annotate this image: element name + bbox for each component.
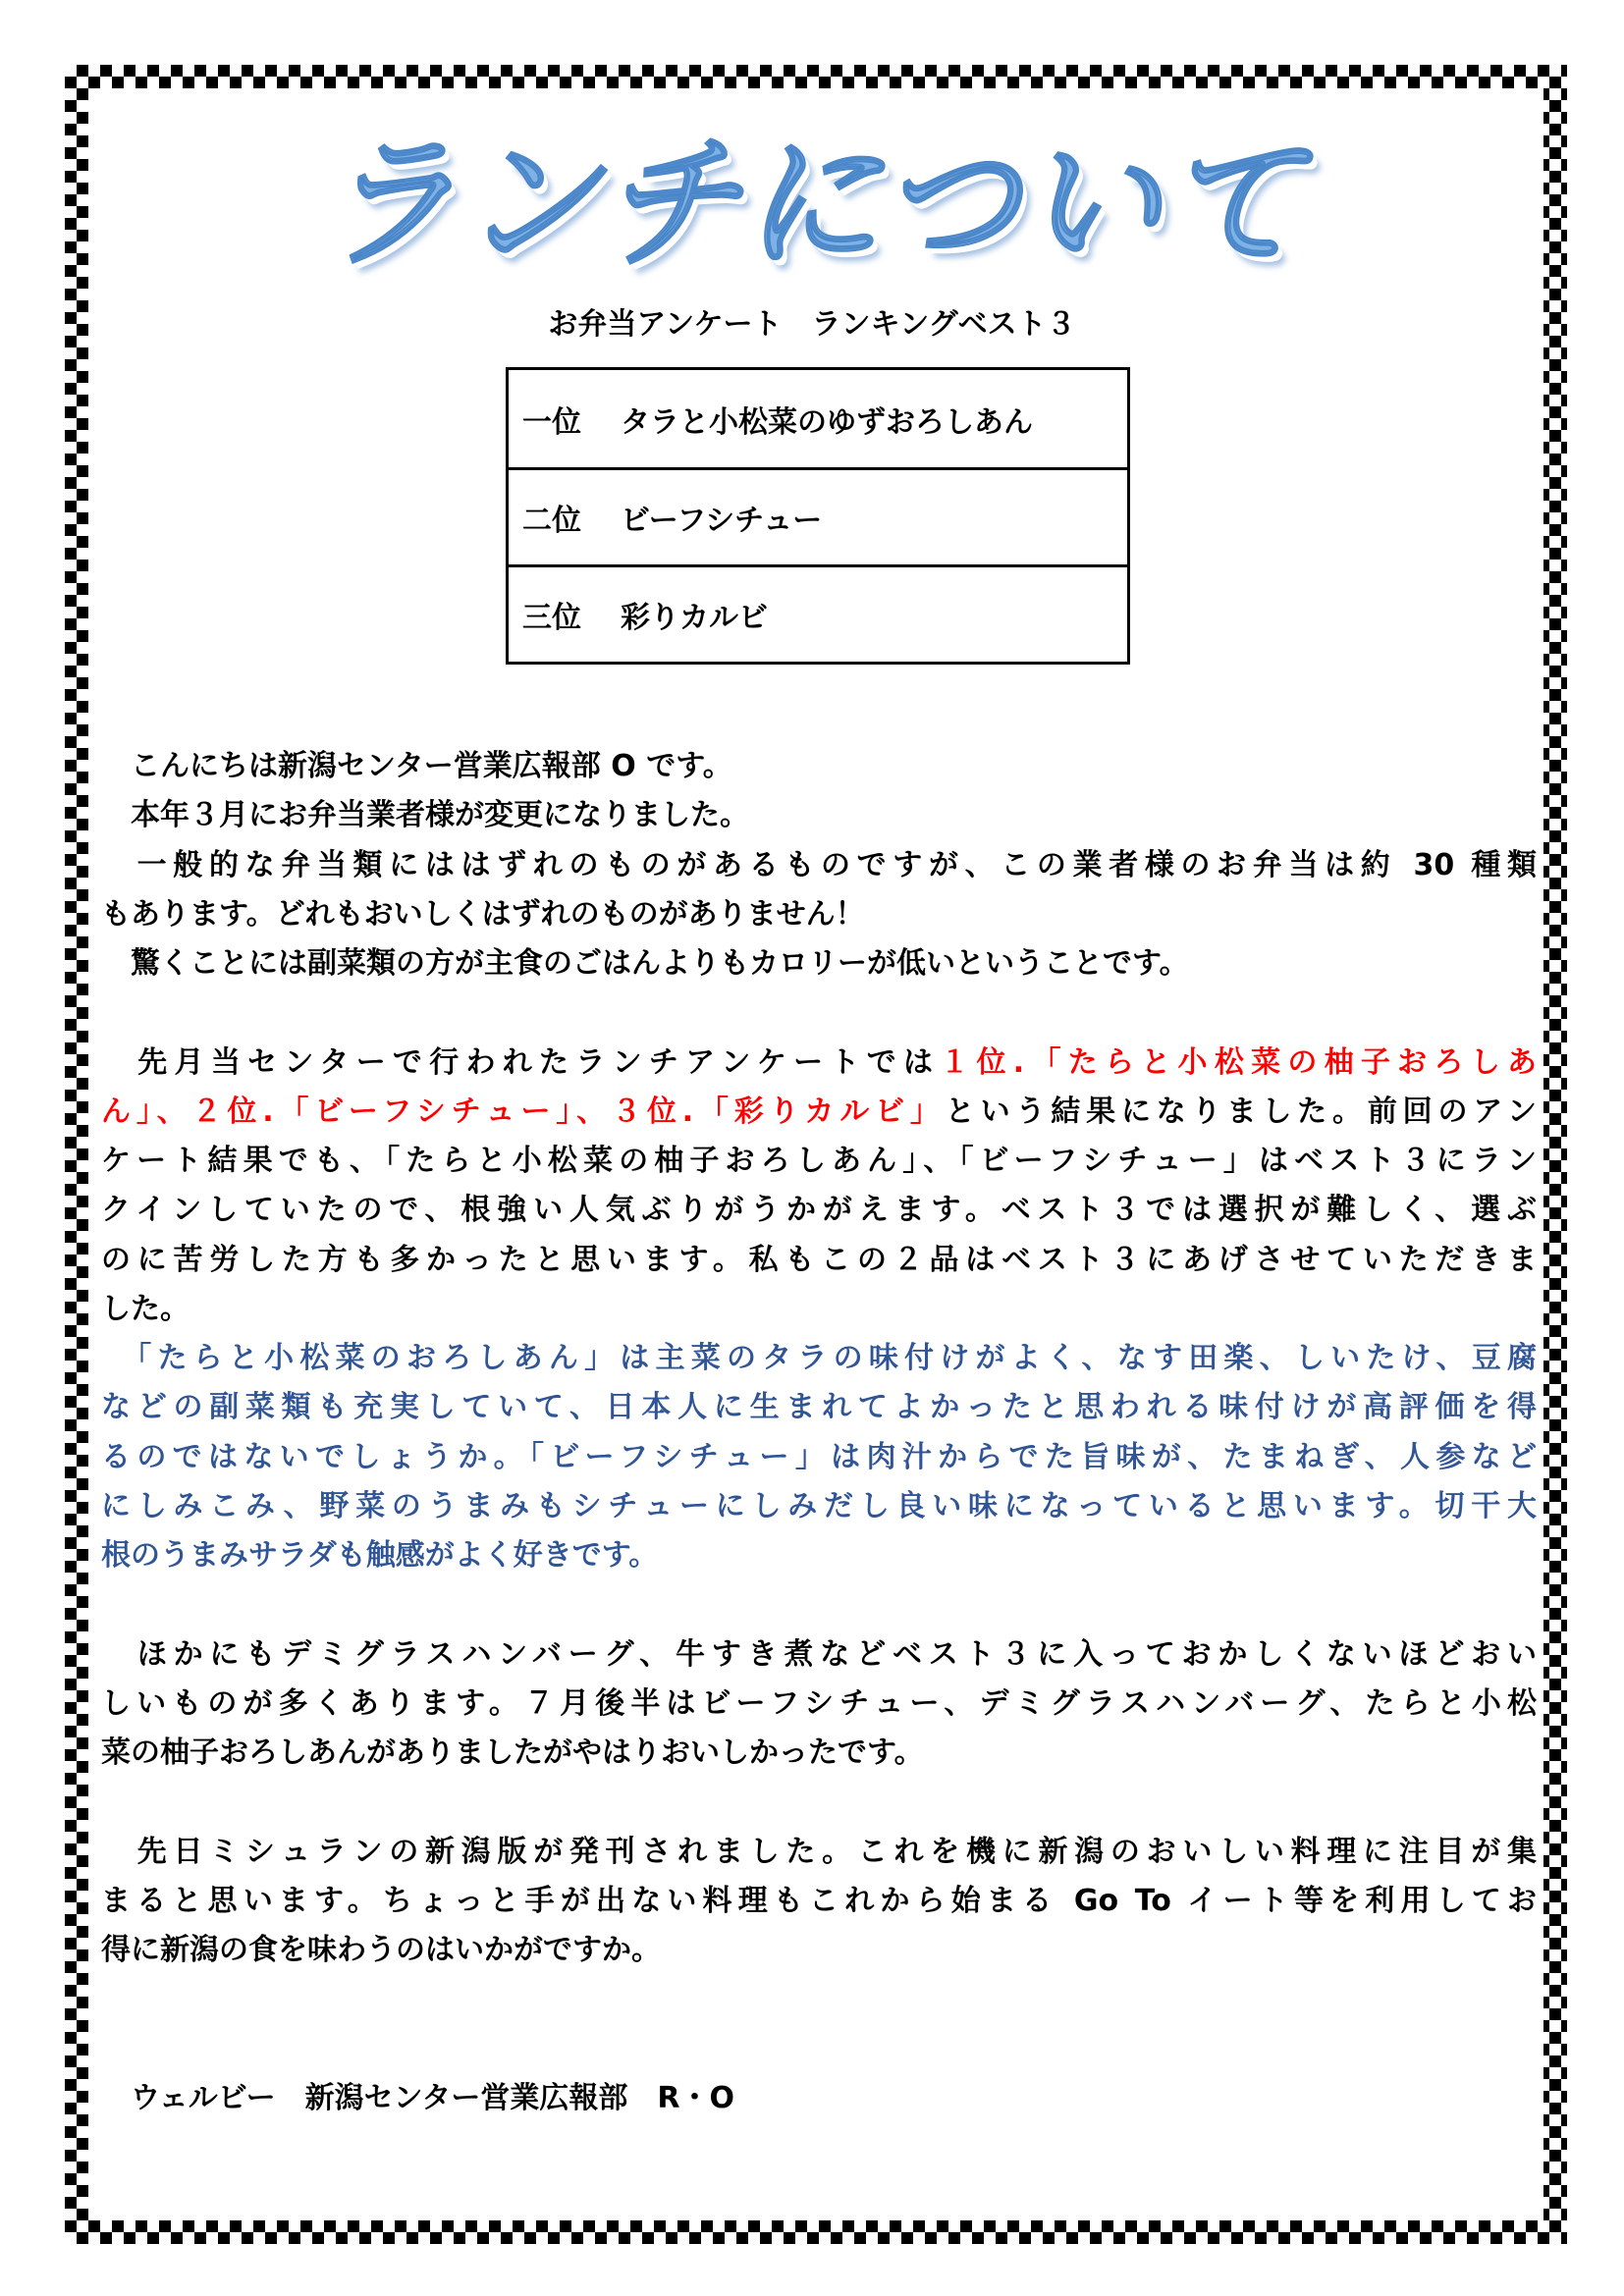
rank-position: 二位	[522, 504, 581, 538]
text-segment: 菜の柚子おろしあんがありましたがやはりおいしかったです。	[101, 1735, 924, 1770]
text-segment: のに苦労した方も多かったと思います。私もこの２品はベスト３にあげさせていただきま	[101, 1242, 1537, 1277]
blank-line	[101, 1975, 1537, 2024]
text-segment: 先月当センターで行われたランチアンケートでは	[101, 1044, 941, 1080]
text-line	[101, 1926, 1537, 1975]
text-segment: 先日ミシュランの新潟版が発刊されました。これを機に新潟のおいしい料理に注目が集	[101, 1834, 1537, 1869]
ranking-subtitle: お弁当アンケート ランキングベスト３	[548, 307, 1076, 342]
text-segment: ん」、２位.「ビーフシチュー」、３位.「彩りカルビ」	[101, 1094, 946, 1129]
text-line	[101, 1186, 1537, 1235]
text-segment: るのではないでしょうか。「ビーフシチュー」は肉汁からでた旨味が、たまねぎ、人参など	[101, 1439, 1537, 1474]
page-title-wordart: ランチについて	[318, 120, 1306, 289]
text-line	[101, 1039, 1537, 1088]
text-line	[101, 1482, 1537, 1531]
blank-line	[101, 1580, 1537, 1629]
text-line	[101, 939, 1537, 988]
ranking-row	[509, 564, 1127, 662]
rank-item: 彩りカルビ	[621, 601, 768, 635]
text-line	[101, 1433, 1537, 1482]
text-line	[101, 1877, 1537, 1926]
text-segment: 驚くことには副菜類の方が主食のごはんよりもカロリーが低いということです。	[101, 946, 1189, 981]
text-line	[101, 1334, 1537, 1383]
text-line	[101, 1680, 1537, 1729]
text-line	[101, 791, 1537, 840]
text-segment: 本年３月にお弁当業者様が変更になりました。	[101, 798, 749, 833]
text-line	[101, 1088, 1537, 1137]
text-line	[101, 1531, 1537, 1580]
text-line	[101, 1630, 1537, 1680]
text-segment: などの副菜類も充実していて、日本人に生まれてよかったと思われる味付けが高評価を得	[101, 1390, 1537, 1425]
rank-position: 三位	[522, 601, 581, 635]
text-segment: 得に新潟の食を味わうのはいかがですか。	[101, 1933, 661, 1967]
text-segment: 「たらと小松菜のおろしあん」は主菜のタラの味付けがよく、なす田楽、しいたけ、豆腐	[101, 1341, 1537, 1375]
text-line	[101, 1236, 1537, 1285]
text-segment: にしみこみ、野菜のうまみもシチューにしみだし良い味になっていると思います。切干大	[101, 1488, 1537, 1523]
text-line	[101, 1137, 1537, 1186]
text-line	[101, 2074, 1537, 2123]
text-segment: ほかにもデミグラスハンバーグ、牛すき煮などベスト３に入っておかしくないほどおい	[101, 1636, 1537, 1672]
text-segment: 根のうまみサラダも触感がよく好きです。	[101, 1538, 659, 1573]
blank-line	[101, 1778, 1537, 1827]
text-segment: しいものが多くあります。７月後半はビーフシチュー、デミグラスハンバーグ、たらと小松	[101, 1685, 1537, 1721]
text-segment: こんにちは新潟センター営業広報部 O です。	[101, 749, 732, 783]
text-segment: という結果になりました。前回のアン	[945, 1094, 1537, 1129]
text-segment: ケート結果でも、「たらと小松菜の柚子おろしあん」、「ビーフシチュー」はベスト３にラン	[101, 1144, 1537, 1178]
text-line	[101, 1729, 1537, 1778]
text-segment: 一般的な弁当類にははずれのものがあるものですが、この業者様のお弁当は約 30 種類	[101, 847, 1537, 882]
blank-line	[101, 988, 1537, 1038]
text-line	[101, 890, 1537, 939]
text-line	[101, 1383, 1537, 1432]
ranking-table	[506, 367, 1130, 665]
text-segment: まると思います。ちょっと手が出ない料理もこれから始まる Go To イート等を利用してお	[101, 1883, 1537, 1918]
text-line	[101, 742, 1537, 791]
text-line	[101, 1828, 1537, 1877]
text-segment: ウェルビー 新潟センター営業広報部 R・O	[101, 2080, 735, 2115]
text-line	[101, 1285, 1537, 1334]
text-segment: クインしていたので、根強い人気ぶりがうかがえます。ベスト３では選択が難しく、選ぶ	[101, 1193, 1537, 1228]
text-segment: した。	[101, 1291, 189, 1326]
text-line	[101, 841, 1537, 890]
ranking-row	[509, 467, 1127, 564]
blank-line	[101, 2025, 1537, 2074]
ranking-row	[509, 370, 1127, 467]
rank-item: タラと小松菜のゆずおろしあん	[621, 404, 1033, 440]
text-segment: もあります。どれもおいしくはずれのものがありません！	[101, 896, 865, 932]
rank-item: ビーフシチュー	[621, 504, 823, 538]
text-segment: １位.「たらと小松菜の柚子おろしあ	[940, 1044, 1537, 1080]
rank-position: 一位	[522, 404, 581, 440]
article-body	[101, 742, 1537, 2123]
